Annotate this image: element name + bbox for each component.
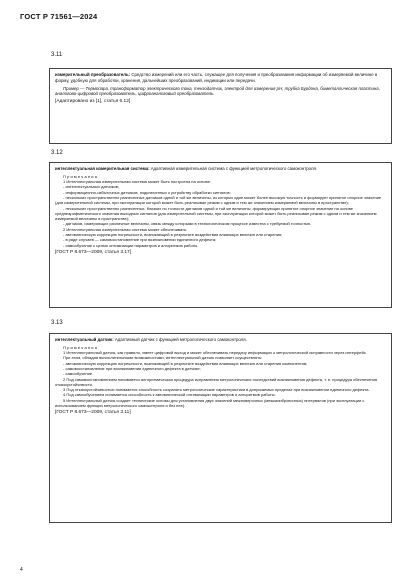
note-line: - самовосстановление при возникновении единичного дефекта в датчике;	[63, 365, 201, 371]
note-line: - датчиков, измеряющих различные величины, связь между которыми в технологическом процессе известна с требуемой точностью.	[63, 221, 312, 227]
term-label: интеллектуальный датчик:	[55, 337, 114, 342]
term-definition-box	[49, 333, 392, 523]
page-number: 4	[20, 567, 23, 573]
note-line: - в ряде случаев — самовосстановление при возникновении единичного дефекта;	[63, 237, 217, 243]
term-label: измерительный преобразователь:	[55, 72, 131, 77]
note-line: 1 Интеллектуальный датчик, как правило, имеет цифровой выход и может обеспечивать передачу информации о метрологической исправности через интерфейс.	[63, 350, 367, 356]
source-reference: [Адаптировано из [1], статья 6.12]	[55, 99, 131, 104]
notes-title: Примечания	[63, 344, 99, 350]
note-line: - автоматическую коррекцию погрешности, возникающей в результате воздействия влияющих величин или старения компонентов;	[63, 360, 308, 366]
document-header: ГОСТ Р 71561—2024	[20, 12, 98, 21]
note-line: - нескольких пространственно разнесенных, близких по точности датчиков одной и той же величины, формирующих принятое опорное значение на основе среднеарифметического значения выходных сигналов (для измерительной системы, при эксплуатации которой может быть реализован режим с одним и тем же значением измеряемой величины в пространстве);	[55, 205, 377, 222]
note-line: - самообучение.	[63, 371, 94, 377]
note-line: - информационно-избыточных датчиков, подключенных к устройству обработки сигналов;	[63, 189, 231, 195]
note-line: - интеллектуальных датчиков;	[63, 184, 119, 190]
note-line: 5 Интеллектуальный датчик создает технические основы для установления двух значений межповерочных (межкалибровочных) интервалов (при эксплуатации с использованием функции метрологического самоконтроля и без нее).	[55, 397, 365, 409]
source-reference: [ГОСТ Р 8.673—2009, статья 3.17]	[55, 249, 132, 255]
note-line: При этом, обладая вычислительными возможностями, интеллектуальный датчик позволяет осуществлять:	[63, 355, 263, 361]
term-definition: Адаптивная измерительная система с функцией метрологического самоконтроля.	[149, 166, 318, 171]
section-number: 3.12	[51, 150, 63, 156]
note-line: 3 Под отказоустойчивостью понимается способность сохранять метрологические характеристики в допускаемых пределах при возникновении единичного дефекта.	[63, 387, 370, 393]
term-definition-box	[49, 68, 392, 144]
note-line: - самообучение с целью оптимизации параметров и алгоритмов работы.	[63, 242, 199, 248]
example-text: — Термопара, трансформатор электрического тока, тензодатчик, электрод для измерения pH, трубка Бурдона, биметаллическая пластина, аналогово-цифровой преобразователь, цифроаналоговый преобразователь.	[55, 85, 380, 97]
term-label: интеллектуальная измерительная система:	[55, 166, 150, 171]
note-line: 2 Под самовосстановлением понимается алгоритмическая процедура исправления метрологических последствий возникновения дефекта, т. е. процедура обеспечения отказоустойчивости.	[55, 376, 378, 387]
note-line: 4 Под самообучением понимается способность к автоматической оптимизации параметров и алгоритмов работы.	[63, 392, 276, 398]
example-label: Пример	[63, 85, 79, 91]
note-line: 1 Интеллектуальная измерительная система может быть построена на основе:	[63, 179, 211, 185]
note-line: - автоматическую коррекцию погрешности, возникающей в результате воздействия влияющих величин или старения;	[63, 232, 283, 238]
note-line: 2 Интеллектуальная измерительная система может обеспечивать:	[63, 226, 188, 232]
section-number: 3.13	[51, 320, 63, 326]
term-definition: Адаптивный датчик с функцией метрологического самоконтроля.	[113, 337, 247, 342]
source-reference: [ГОСТ Р 8.673—2009, статья 3.11]	[55, 410, 131, 416]
note-line: - нескольких пространственно разнесенных датчиков одной и той же величины, из которых один может более высокую точность и формирует принятое опорное значение (для измерительной системы, при эксплуатации которой может быть реализован режим с одним и тем же значением измеряемой величины в пространстве);	[55, 194, 382, 206]
term-definition: Средство измерений или его часть, служащее для получения и преобразования информации об измеряемой величине в форму, удобную для обработки, хранения, дальнейших преобразований, индикации или передачи.	[55, 72, 378, 83]
term-definition-box	[49, 162, 392, 308]
section-number: 3.11	[51, 52, 63, 58]
notes-title: Примечания	[63, 173, 99, 179]
